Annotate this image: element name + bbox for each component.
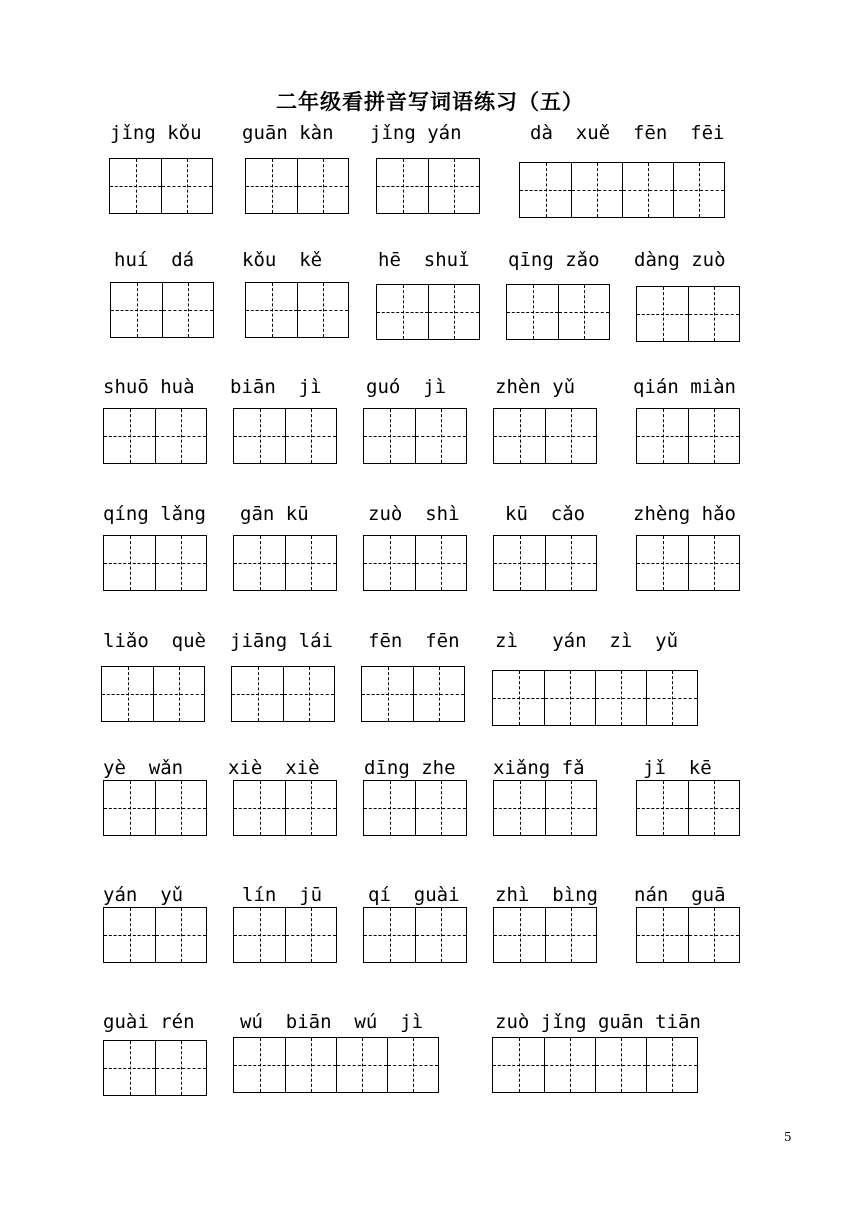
- character-writing-grid[interactable]: [492, 1037, 698, 1093]
- tianzige-cell[interactable]: [364, 536, 415, 590]
- tianzige-cell[interactable]: [545, 781, 596, 835]
- character-writing-grid[interactable]: [636, 408, 740, 464]
- pinyin-prompt: kǒu kě: [242, 249, 323, 271]
- tianzige-cell[interactable]: [162, 283, 213, 337]
- tianzige-cell[interactable]: [246, 159, 297, 213]
- pinyin-prompt: zuò shì: [368, 503, 460, 525]
- tianzige-cell[interactable]: [415, 409, 466, 463]
- character-writing-grid[interactable]: [376, 284, 480, 340]
- tianzige-cell[interactable]: [234, 908, 285, 962]
- tianzige-cell[interactable]: [297, 159, 348, 213]
- tianzige-cell[interactable]: [285, 1038, 336, 1092]
- tianzige-cell[interactable]: [104, 536, 155, 590]
- tianzige-cell[interactable]: [234, 781, 285, 835]
- character-writing-grid[interactable]: [519, 162, 725, 218]
- tianzige-cell[interactable]: [234, 536, 285, 590]
- tianzige-cell[interactable]: [637, 409, 688, 463]
- tianzige-cell[interactable]: [153, 667, 204, 721]
- character-writing-grid[interactable]: [245, 282, 349, 338]
- pinyin-prompt: dà xuě fēn fēi: [530, 122, 725, 144]
- tianzige-cell[interactable]: [673, 163, 724, 217]
- character-writing-grid[interactable]: [361, 666, 465, 722]
- tianzige-cell[interactable]: [544, 1038, 595, 1092]
- page-number: 5: [784, 1130, 792, 1144]
- pinyin-prompt: qíng lǎng: [103, 503, 206, 525]
- tianzige-cell[interactable]: [415, 908, 466, 962]
- tianzige-cell[interactable]: [637, 287, 688, 341]
- character-writing-grid[interactable]: [101, 666, 205, 722]
- tianzige-cell[interactable]: [387, 1038, 438, 1092]
- tianzige-cell[interactable]: [104, 1041, 155, 1095]
- tianzige-cell[interactable]: [364, 908, 415, 962]
- tianzige-cell[interactable]: [285, 908, 336, 962]
- tianzige-cell[interactable]: [415, 781, 466, 835]
- character-writing-grid[interactable]: [636, 780, 740, 836]
- tianzige-cell[interactable]: [494, 781, 545, 835]
- worksheet-title: 二年级看拼音写词语练习（五）: [276, 90, 584, 114]
- tianzige-cell[interactable]: [637, 908, 688, 962]
- pinyin-prompt: nán guā: [634, 884, 726, 906]
- character-writing-grid[interactable]: [233, 408, 337, 464]
- tianzige-cell[interactable]: [362, 667, 413, 721]
- pinyin-prompt: gān kū: [240, 503, 309, 525]
- character-writing-grid[interactable]: [245, 158, 349, 214]
- tianzige-cell[interactable]: [571, 163, 622, 217]
- pinyin-prompt: qí guài: [368, 884, 460, 906]
- character-writing-grid[interactable]: [493, 907, 597, 963]
- tianzige-cell[interactable]: [297, 283, 348, 337]
- character-writing-grid[interactable]: [233, 535, 337, 591]
- character-writing-grid[interactable]: [103, 408, 207, 464]
- tianzige-cell[interactable]: [494, 908, 545, 962]
- tianzige-cell[interactable]: [544, 671, 595, 725]
- character-writing-grid[interactable]: [231, 666, 335, 722]
- pinyin-prompt: dàng zuò: [634, 249, 726, 271]
- tianzige-cell[interactable]: [104, 908, 155, 962]
- tianzige-cell[interactable]: [364, 409, 415, 463]
- pinyin-prompt: qīng zǎo: [508, 249, 600, 271]
- tianzige-cell[interactable]: [622, 163, 673, 217]
- tianzige-cell[interactable]: [377, 159, 428, 213]
- tianzige-cell[interactable]: [232, 667, 283, 721]
- pinyin-prompt: zhèng hǎo: [633, 503, 736, 525]
- tianzige-cell[interactable]: [155, 908, 206, 962]
- character-writing-grid[interactable]: [103, 535, 207, 591]
- pinyin-prompt: zhì bìng: [495, 884, 598, 906]
- character-writing-grid[interactable]: [636, 286, 740, 342]
- tianzige-cell[interactable]: [285, 536, 336, 590]
- tianzige-cell[interactable]: [595, 1038, 646, 1092]
- pinyin-prompt: zì yán zì yǔ: [495, 630, 679, 652]
- pinyin-prompt: huí dá: [114, 249, 195, 271]
- character-writing-grid[interactable]: [103, 1040, 207, 1096]
- tianzige-cell[interactable]: [507, 285, 558, 339]
- tianzige-cell[interactable]: [285, 781, 336, 835]
- pinyin-prompt: zuò jǐng guān tiān: [495, 1011, 701, 1033]
- pinyin-prompt: lín jū: [242, 884, 323, 906]
- pinyin-prompt: yè wǎn: [103, 757, 184, 779]
- pinyin-prompt: jǐng yán: [370, 122, 462, 144]
- pinyin-prompt: yán yǔ: [103, 884, 184, 906]
- tianzige-cell[interactable]: [688, 409, 739, 463]
- tianzige-cell[interactable]: [161, 159, 212, 213]
- pinyin-prompt: qián miàn: [633, 376, 736, 398]
- tianzige-cell[interactable]: [688, 781, 739, 835]
- pinyin-prompt: jǐ kē: [643, 757, 712, 779]
- character-writing-grid[interactable]: [636, 535, 740, 591]
- pinyin-prompt: guó jì: [366, 376, 447, 398]
- tianzige-cell[interactable]: [493, 671, 544, 725]
- tianzige-cell[interactable]: [413, 667, 464, 721]
- tianzige-cell[interactable]: [493, 1038, 544, 1092]
- tianzige-cell[interactable]: [364, 781, 415, 835]
- tianzige-cell[interactable]: [415, 536, 466, 590]
- character-writing-grid[interactable]: [363, 907, 467, 963]
- pinyin-prompt: fēn fēn: [368, 630, 460, 652]
- pinyin-prompt: shuō huà: [103, 376, 195, 398]
- tianzige-cell[interactable]: [155, 409, 206, 463]
- pinyin-prompt: dīng zhe: [364, 757, 456, 779]
- pinyin-prompt: biān jì: [230, 376, 322, 398]
- tianzige-cell[interactable]: [111, 283, 162, 337]
- tianzige-cell[interactable]: [646, 1038, 697, 1092]
- tianzige-cell[interactable]: [336, 1038, 387, 1092]
- tianzige-cell[interactable]: [377, 285, 428, 339]
- character-writing-grid[interactable]: [363, 780, 467, 836]
- tianzige-cell[interactable]: [110, 159, 161, 213]
- pinyin-prompt: xiǎng fǎ: [493, 757, 585, 779]
- character-writing-grid[interactable]: [492, 670, 698, 726]
- tianzige-cell[interactable]: [285, 409, 336, 463]
- character-writing-grid[interactable]: [233, 780, 337, 836]
- pinyin-prompt: jiāng lái: [230, 630, 333, 652]
- tianzige-cell[interactable]: [520, 163, 571, 217]
- pinyin-prompt: liǎo què: [103, 630, 206, 652]
- tianzige-cell[interactable]: [545, 536, 596, 590]
- tianzige-cell[interactable]: [688, 287, 739, 341]
- character-writing-grid[interactable]: [376, 158, 480, 214]
- character-writing-grid[interactable]: [109, 158, 213, 214]
- character-writing-grid[interactable]: [233, 1037, 439, 1093]
- character-writing-grid[interactable]: [506, 284, 610, 340]
- tianzige-cell[interactable]: [102, 667, 153, 721]
- tianzige-cell[interactable]: [545, 908, 596, 962]
- pinyin-prompt: zhèn yǔ: [495, 376, 576, 398]
- tianzige-cell[interactable]: [234, 409, 285, 463]
- tianzige-cell[interactable]: [155, 781, 206, 835]
- tianzige-cell[interactable]: [155, 536, 206, 590]
- character-writing-grid[interactable]: [103, 780, 207, 836]
- tianzige-cell[interactable]: [595, 671, 646, 725]
- tianzige-cell[interactable]: [283, 667, 334, 721]
- tianzige-cell[interactable]: [637, 781, 688, 835]
- pinyin-prompt: xiè xiè: [228, 757, 320, 779]
- pinyin-prompt: kū cǎo: [505, 503, 586, 525]
- tianzige-cell[interactable]: [688, 536, 739, 590]
- character-writing-grid[interactable]: [493, 535, 597, 591]
- tianzige-cell[interactable]: [428, 285, 479, 339]
- pinyin-prompt: guài rén: [103, 1011, 195, 1033]
- character-writing-grid[interactable]: [363, 535, 467, 591]
- character-writing-grid[interactable]: [363, 408, 467, 464]
- tianzige-cell[interactable]: [234, 1038, 285, 1092]
- tianzige-cell[interactable]: [104, 781, 155, 835]
- tianzige-cell[interactable]: [494, 409, 545, 463]
- pinyin-prompt: hē shuǐ: [378, 249, 470, 271]
- tianzige-cell[interactable]: [558, 285, 609, 339]
- tianzige-cell[interactable]: [688, 908, 739, 962]
- tianzige-cell[interactable]: [428, 159, 479, 213]
- pinyin-prompt: wú biān wú jì: [240, 1011, 424, 1033]
- tianzige-cell[interactable]: [155, 1041, 206, 1095]
- pinyin-prompt: guān kàn: [242, 122, 334, 144]
- character-writing-grid[interactable]: [233, 907, 337, 963]
- character-writing-grid[interactable]: [493, 780, 597, 836]
- tianzige-cell[interactable]: [246, 283, 297, 337]
- character-writing-grid[interactable]: [103, 907, 207, 963]
- tianzige-cell[interactable]: [637, 536, 688, 590]
- character-writing-grid[interactable]: [493, 408, 597, 464]
- tianzige-cell[interactable]: [545, 409, 596, 463]
- pinyin-prompt: jǐng kǒu: [110, 122, 202, 144]
- character-writing-grid[interactable]: [636, 907, 740, 963]
- character-writing-grid[interactable]: [110, 282, 214, 338]
- tianzige-cell[interactable]: [494, 536, 545, 590]
- tianzige-cell[interactable]: [646, 671, 697, 725]
- tianzige-cell[interactable]: [104, 409, 155, 463]
